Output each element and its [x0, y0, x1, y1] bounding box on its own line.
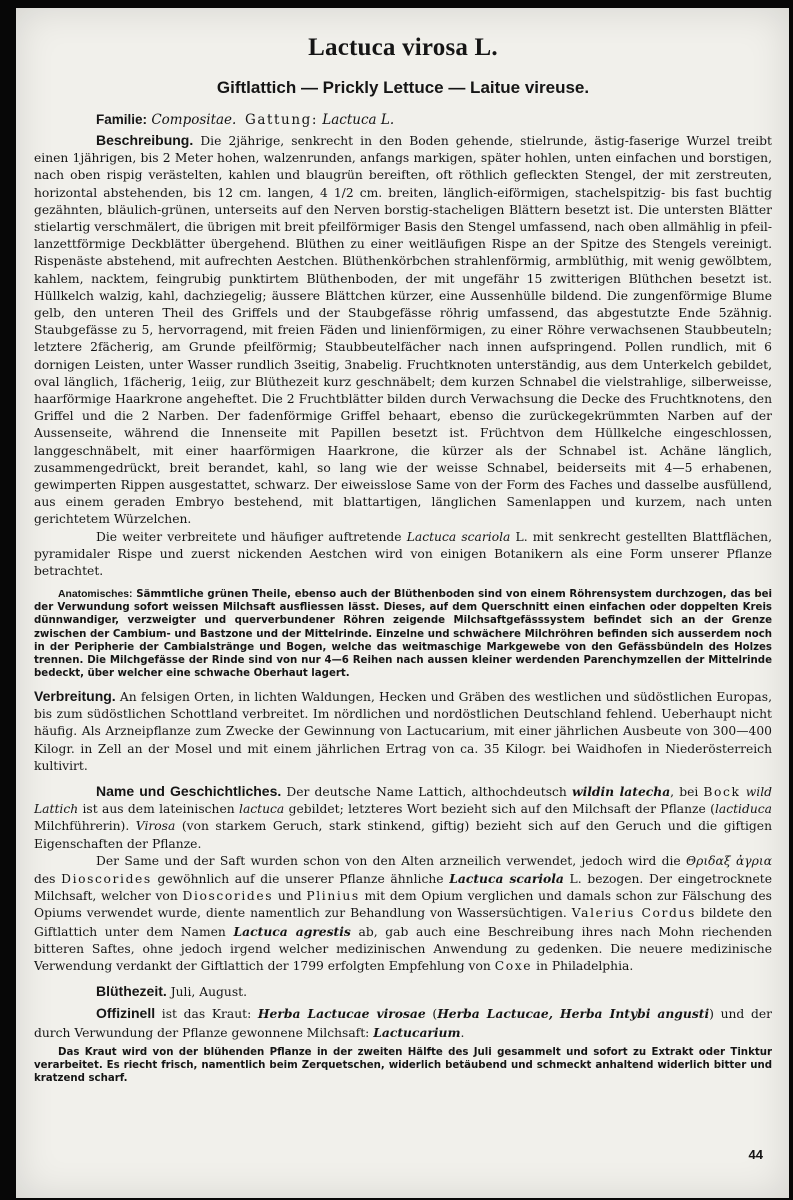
- drug-name: Lactucarium: [373, 1024, 461, 1040]
- species-name: Lactuca scariola: [449, 870, 564, 886]
- author-name: Plinius: [306, 889, 360, 904]
- gattung-value: Lactuca L.: [322, 112, 395, 128]
- author-name: Valerius Cordus: [571, 906, 696, 921]
- author-name: Dioscorides: [61, 871, 152, 886]
- text-run: gewöhnlich auf die unserer Pflanze ähnliche: [151, 871, 450, 886]
- bluethezeit-label: Blüthezeit.: [96, 983, 167, 1000]
- page-number: 44: [748, 1147, 763, 1162]
- gattung-label: Gattung:: [244, 112, 318, 128]
- familie-value: Compositae.: [151, 112, 237, 128]
- verbreitung-label: Verbreitung.: [34, 687, 116, 704]
- text-run: .: [460, 1025, 465, 1040]
- beschreibung-paragraph-2: [34, 529, 772, 581]
- old-name: wild Lattich: [34, 784, 773, 817]
- familie-label: Familie:: [96, 112, 148, 127]
- page-title: Lactuca virosa L.: [308, 34, 498, 61]
- text-run: Der deutsche Name Lattich, althochdeutsch: [286, 784, 572, 799]
- species-name: Lactuca agrestis: [233, 923, 351, 939]
- latin-word: lactiduca: [714, 802, 772, 817]
- latin-word: lactuca: [239, 802, 285, 817]
- latin-word: Virosa: [135, 819, 176, 834]
- greek-name: Θριδαξ ἀγρια: [686, 853, 772, 868]
- author-name: Coxe: [494, 958, 533, 973]
- text-run: (: [425, 1007, 438, 1022]
- author-name: Bock: [703, 784, 741, 799]
- name-paragraph-2: [34, 853, 772, 975]
- offizinell-section: [34, 1005, 772, 1041]
- text-run: Der Same und der Saft wurden schon von den Alten arzneilich verwendet, jedoch wird die: [96, 853, 687, 868]
- text-run: ist aus dem lateinischen: [78, 802, 240, 817]
- text-run: ab, gab auch eine Beschreibung ihres nach Mohn riechenden bitteren Saftes, ohne jedoch irgend welcher medizinischen Anwendung zu gedenken. Die neuere medizinische Verwendung verdankt der Giftlattich der 1799 erfolgten Empfehlung von: [34, 924, 773, 973]
- drug-name: Herba Lactucae virosae: [257, 1006, 426, 1022]
- text-run: in Philadelphia.: [532, 958, 634, 973]
- family-line: [34, 112, 772, 128]
- beschreibung-text: Die 2jährige, senkrecht in den Boden gehende, stielrunde, ästig-faserige Wurzel treibt einen 1jährigen, bis 2 Meter hohen, walzenrunden, anfangs markigen, später hohlen, unten einfachen und borstigen, nach oben rispig verästelten, kahlen und blaugrün bereiften, oft röthlich gefleckten Stengel, der mit zerstreuten, horizontal abstehenden, bis 12 cm. langen, 4 1/2 cm. breiten, länglich-eiförmigen, stachelspitzig- bis fast buchtig gezähnten, bläulich-grünen, unterseits auf den Nerven borstig-stacheligen Blättern besetzt ist. Die untersten Blätter stielartig verschmälert, die übrigen mit breit pfeilförmiger Basis den Stengel umfassend, nach oben allmählig in pfeil-lanzettförmige Deckblätter übergehend. Blüthen zu einer weitläufigen Rispe an der Spitze des Stengels vereinigt. Rispenäste abstehend, mit aufrechten Aestchen. Blüthenkörbchen strahlenförmig, armblüthig, mit wenig gewölbtem, kahlem, nacktem, feingrubig punktirtem Blüthenboden, der mit ungefähr 15 zwitterigen Blüthchen besetzt ist. Hüllkelch walzig, kahl, dachziegelig; äussere Blättchen kürzer, eine Aussenhülle bildend. Die zungenförmige Blume gelb, den unteren Theil des Griffels und der Staubgefässe röhrig umfassend, das abgestutzte Ende 5zähnig. Staubgefässe zu 5, hervorragend, mit freien Fäden und linienförmigen, zu einer Röhre verwachsenen Staubbeuteln; letztere 2fächerig, am Grunde pfeilförmig; Staubbeutelfächer nach innen aufspringend. Pollen rundlich, mit 6 dornigen Leisten, unter Wasser rundlich 3seitig, 3nabelig. Fruchtknoten unterständig, aus dem Unterkelch gebildet, oval länglich, 1fächerig, 1eiig, zur Blüthezeit kurz geschnäbelt; dem kurzen Schnabel die vielstrahlige, silberweisse, haarförmige Haarkrone angeheftet. Die 2 Fruchtblätter bilden durch Verwachsung die Decke des Fruchtknotens, den Griffel und die 2 Narben. Der fadenförmige Griffel behaart, ebenso die zurückegekrümmten Narben auf der Aussenseite, während die Innenseite mit Papillen besetzt ist. Früchtvon dem Hüllkelche eingeschlossen, langgeschnäbelt, mit einer haarförmigen Haarkrone, die kürzer als der Schnabel ist. Achäne länglich, zusammengedrückt, breit berandet, kahl, so lang wie der weisse Schnabel, beiderseits mit 4—5 erhabenen, gewimperten Rippen ausgestattet, schwarz. Der eiweisslose Same von der Form des Faches und dasselbe ausfüllend, aus einem geraden Embryo bestehend, mit blattartigen, länglichen Samenlappen und kurzem, nach unten gerichtetem Würzelchen.: [34, 134, 772, 527]
- text-run: und: [273, 889, 307, 904]
- text-run: gebildet; letzteres Wort bezieht sich auf den Milchsaft der Pflanze (: [284, 802, 715, 817]
- text-run: L. bezogen. Der eingetrocknete Milchsaft, welcher von: [34, 871, 772, 904]
- text-run: ist das Kraut:: [155, 1007, 258, 1022]
- text-run: mit dem Opium verglichen und damals schon zur Fälschung des Opiums verwendet wurde, diente namentlich zur Behandlung von Wassersüchtigen.: [34, 889, 772, 921]
- anatomisches-section: [34, 588, 772, 680]
- species-name: Lactuca scariola: [406, 529, 511, 544]
- text-run: (von starkem Geruch, stark stinkend, giftig) bezieht sich auf den Geruch und die giftigen Eigenschaften der Pflanze.: [34, 819, 772, 851]
- old-name: wildin latecha: [571, 783, 671, 799]
- anatomisches-label: Anatomisches:: [58, 589, 133, 601]
- drug-name: Herba Lactucae, Herba Intybi angusti: [437, 1006, 710, 1022]
- anatomisches-text: Sämmtliche grünen Theile, ebenso auch der Blüthenboden sind von einem Röhrensystem durchzogen, das bei der Verwundung sofort weissen Milchsaft ausfliessen lässt. Dieses, auf dem Querschnitt einen einfachen oder doppelten Kreis dünnwandiger, verzweigter und querverbundener Röhren zeigende Milchsaftgefässsystem befindet sich an der Grenze zwischen der Cambium- und Bastzone und der Mittelrinde. Einzelne und schwächere Milchröhren befinden sich ausserdem noch in der Peripherie der Cambialstränge und Bogen, welche das weitmaschige Markgewebe von den Gefässbündeln des Holzes trennen. Die Milchgefässe der Rinde sind von nur 4—6 Reihen nach aussen kleiner werdenden Parenchymzellen der Mittelrinde bedeckt, über welcher eine schwache Oberhaut lagert.: [34, 589, 773, 679]
- offizinell-label: Offizinell: [96, 1005, 156, 1022]
- text-run: , bei: [670, 784, 704, 799]
- text-run: L. mit senkrecht gestellten Blattflächen, pyramidaler Rispe und zuerst nickenden Aestchen wird von einigen Botanikern als eine Form unserer Pflanze betrachtet.: [34, 529, 772, 579]
- bluethezeit-section: [34, 983, 772, 1001]
- beschreibung-label: Beschreibung.: [96, 132, 194, 148]
- book-page: [16, 8, 789, 1198]
- beschreibung-section: [34, 132, 772, 529]
- common-names-subtitle: Giftlattich — Prickly Lettuce — Laitue vireuse.: [216, 78, 590, 97]
- text-run: bildete den Giftlattich unter dem Namen: [34, 906, 772, 939]
- text-run: ) und der durch Verwundung der Pflanze gewonnene Milchsaft:: [34, 1007, 773, 1040]
- verbreitung-text: An felsigen Orten, in lichten Waldungen, Hecken und Gräben des westlichen und südöstlichen Europas, bis zum südöstlichen Schottland verbreitet. Im nördlichen und nordöstlichen Deutschland fehlend. Ueberhaupt nicht häufig. Als Arzneipflanze zum Zwecke der Gewinnung von Lactucarium, mit einer jährlichen Ausbeute von 300—400 Kilogr. in Zell an der Mosel und mit einem jährlichen Ertrag von ca. 35 Kilogr. bei Waidhofen in Niederösterreich kultivirt.: [34, 689, 772, 773]
- verbreitung-section: [34, 688, 772, 775]
- name-section: [34, 783, 772, 853]
- name-label: Name und Geschichtliches.: [96, 782, 282, 799]
- author-name: Dioscorides: [182, 889, 274, 904]
- text-run: Die weiter verbreitete und häufiger auftretende: [96, 529, 407, 544]
- page-content: [34, 34, 772, 1093]
- offizinell-note: Das Kraut wird von der blühenden Pflanze in der zweiten Hälfte des Juli gesammelt und sofort zu Extrakt oder Tinktur verarbeitet. Es riecht frisch, namentlich beim Zerquetschen, widerlich betäubend und schmeckt anhaltend widerlich bitter und kratzend scharf.: [34, 1046, 772, 1084]
- text-run: des: [34, 871, 62, 886]
- text-run: Milchführerin).: [34, 819, 136, 834]
- bluethezeit-text: Juli, August.: [170, 985, 247, 1000]
